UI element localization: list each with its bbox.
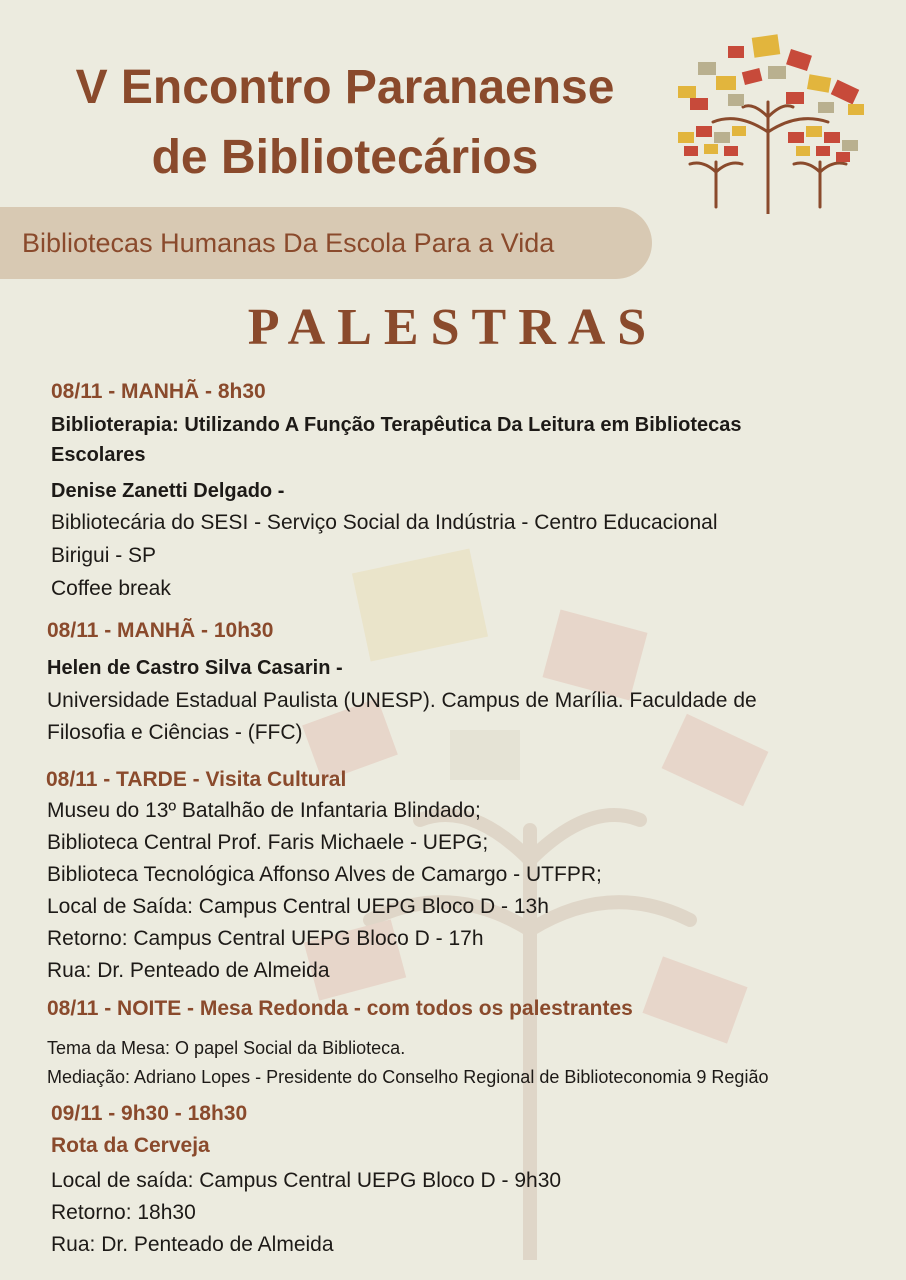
speaker-affiliation: Filosofia e Ciências - (FFC) [47,721,303,744]
speaker-affiliation: Bibliotecária do SESI - Serviço Social da Indústria - Centro Educacional [51,511,718,534]
list-item: Tema da Mesa: O papel Social da Biblioteca. [47,1038,406,1058]
session-heading: 08/11 - TARDE - Visita Cultural [46,768,347,791]
speaker-name: Helen de Castro Silva Casarin - [47,657,343,679]
session-heading: 08/11 - MANHÃ - 8h30 [51,380,266,403]
session-note: Coffee break [51,577,171,600]
list-item: Local de saída: Campus Central UEPG Bloco D - 9h30 [51,1169,562,1192]
event-title-line2: de Bibliotecários [151,131,539,184]
list-item: Biblioteca Tecnológica Affonso Alves de Camargo - UTFPR; [47,863,602,886]
list-item: Rua: Dr. Penteado de Almeida [47,959,330,982]
session-heading: 08/11 - NOITE - Mesa Redonda - com todos os palestrantes [47,997,633,1020]
list-item: Rua: Dr. Penteado de Almeida [51,1233,334,1256]
book-tree-logo-icon [668,32,874,214]
list-item: Local de Saída: Campus Central UEPG Bloco D - 13h [47,895,549,918]
list-item: Mediação: Adriano Lopes - Presidente do Conselho Regional de Biblioteconomia 9 Região [47,1067,769,1087]
session-heading: 09/11 - 9h30 - 18h30 [51,1102,248,1125]
talk-title: Biblioterapia: Utilizando A Função Terapêutica Da Leitura em Bibliotecas [51,414,742,436]
list-item: Retorno: Campus Central UEPG Bloco D - 17h [47,927,484,950]
session-heading: 08/11 - MANHÃ - 10h30 [47,619,274,642]
list-item: Retorno: 18h30 [51,1201,196,1224]
talk-title: Escolares [51,444,146,466]
session-subheading: Rota da Cerveja [51,1134,210,1157]
speaker-name: Denise Zanetti Delgado - [51,480,285,502]
speaker-affiliation: Birigui - SP [51,544,157,567]
event-subtitle: Bibliotecas Humanas Da Escola Para a Vida [22,228,555,258]
event-title-line1: V Encontro Paranaense [75,61,615,114]
list-item: Museu do 13º Batalhão de Infantaria Blindado; [47,799,481,822]
speaker-affiliation: Universidade Estadual Paulista (UNESP). Campus de Marília. Faculdade de [47,689,757,712]
list-item: Biblioteca Central Prof. Faris Michaele - UEPG; [47,831,489,854]
section-title: PALESTRAS [247,299,659,356]
